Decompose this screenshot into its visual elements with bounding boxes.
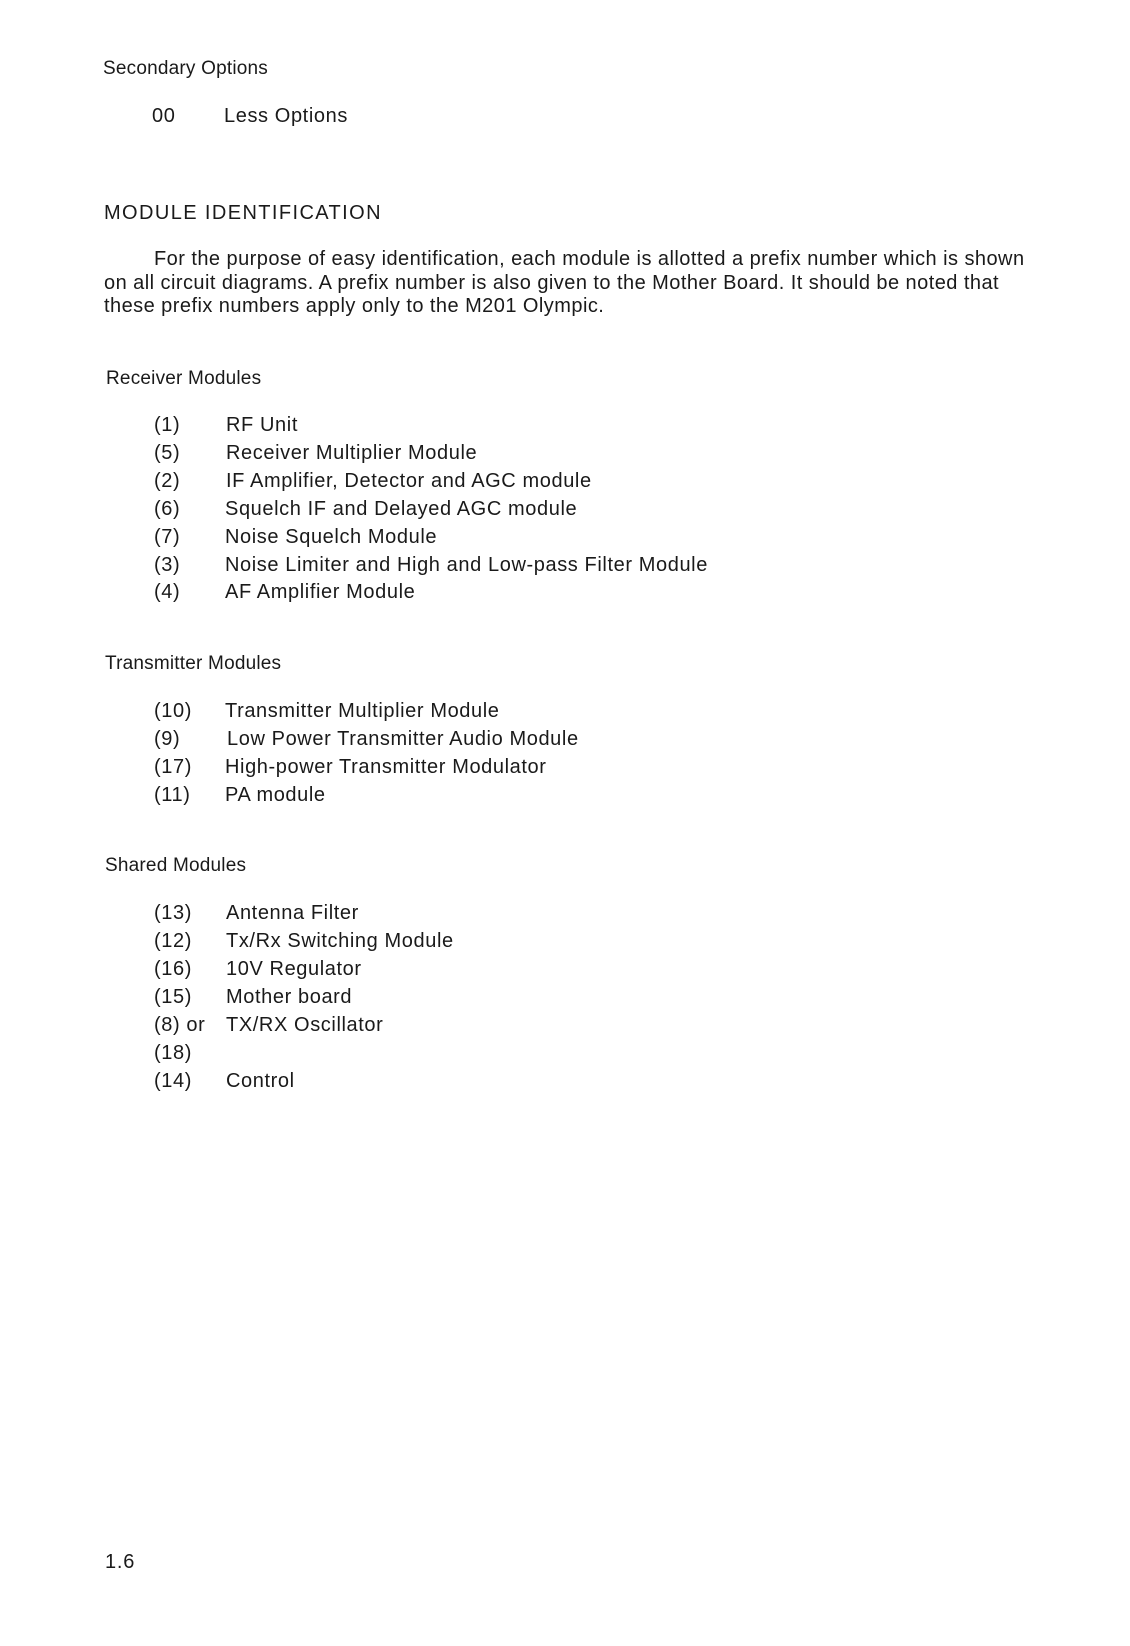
transmitter-module-label: High-power Transmitter Modulator: [225, 756, 547, 778]
shared-module-number: (16): [154, 958, 192, 980]
shared-module-number: (18): [154, 1042, 192, 1064]
receiver-module-number: (5): [154, 442, 181, 464]
shared-module-label: 10V Regulator: [226, 958, 362, 980]
paragraph-line: on all circuit diagrams. A prefix number is also given to the Mother Board. It should be noted that: [104, 271, 1000, 294]
receiver-module-label: IF Amplifier, Detector and AGC module: [226, 470, 592, 492]
receiver-module-label: Noise Limiter and High and Low-pass Filter Module: [225, 554, 708, 576]
receiver-module-number: (2): [154, 470, 181, 492]
receiver-module-label: RF Unit: [226, 414, 298, 436]
transmitter-module-label: Low Power Transmitter Audio Module: [227, 728, 579, 750]
module-identification-heading: MODULE IDENTIFICATION: [104, 202, 382, 224]
receiver-module-number: (4): [154, 581, 181, 603]
receiver-module-label: AF Amplifier Module: [225, 581, 416, 603]
receiver-module-label: Squelch IF and Delayed AGC module: [225, 498, 578, 520]
shared-module-label: Antenna Filter: [226, 902, 359, 924]
shared-module-number: (13): [154, 902, 192, 924]
secondary-option-label: Less Options: [224, 105, 348, 127]
receiver-module-number: (7): [154, 526, 181, 548]
module-identification-paragraph: [104, 248, 1044, 319]
shared-module-label: Control: [226, 1070, 295, 1092]
transmitter-module-number: (10): [154, 700, 192, 722]
transmitter-module-label: PA module: [225, 784, 326, 806]
receiver-module-label: Receiver Multiplier Module: [226, 442, 478, 464]
paragraph-line: these prefix numbers apply only to the M201 Olympic.: [104, 295, 605, 317]
shared-module-number: (15): [154, 986, 192, 1008]
shared-module-number: (8) or: [154, 1014, 206, 1036]
transmitter-module-number: (17): [154, 756, 192, 778]
receiver-modules-heading: Receiver Modules: [106, 368, 262, 389]
secondary-option-code: 00: [152, 105, 176, 127]
shared-module-label: Tx/Rx Switching Module: [226, 930, 454, 952]
shared-module-number: (12): [154, 930, 192, 952]
transmitter-module-number: (11): [154, 784, 191, 806]
receiver-module-number: (1): [154, 414, 181, 436]
page-number: 1.6: [105, 1551, 136, 1573]
shared-module-number: (14): [154, 1070, 192, 1092]
transmitter-module-label: Transmitter Multiplier Module: [225, 700, 500, 722]
shared-modules-heading: Shared Modules: [105, 855, 247, 876]
receiver-module-number: (3): [154, 554, 181, 576]
transmitter-module-number: (9): [154, 728, 181, 750]
paragraph-line: For the purpose of easy identification, each module is allotted a prefix number which is shown: [154, 248, 1025, 270]
receiver-module-label: Noise Squelch Module: [225, 526, 438, 548]
receiver-module-number: (6): [154, 498, 181, 520]
secondary-options-heading: Secondary Options: [103, 58, 268, 79]
shared-module-label: TX/RX Oscillator: [226, 1014, 384, 1036]
transmitter-modules-heading: Transmitter Modules: [105, 653, 282, 674]
shared-module-label: Mother board: [226, 986, 353, 1008]
